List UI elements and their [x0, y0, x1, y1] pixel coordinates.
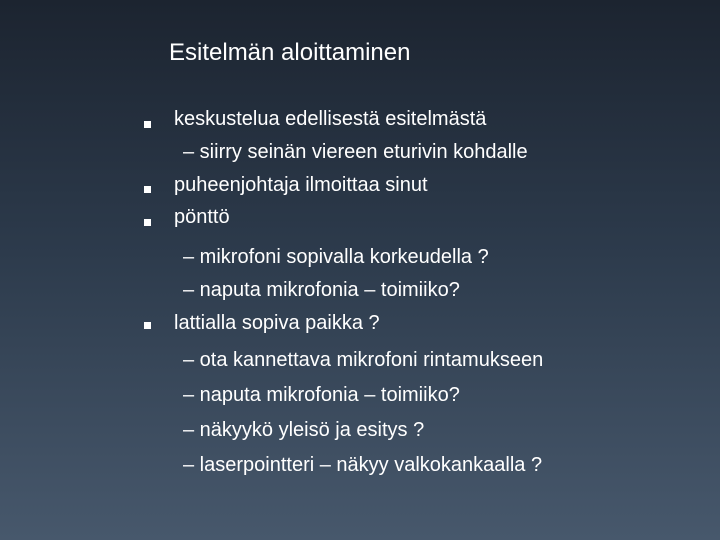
sub-bullet-item: – laserpointteri – näkyy valkokankaalla ? — [183, 454, 543, 476]
sub-bullet-item: – näkyykö yleisö ja esitys ? — [183, 419, 425, 441]
bullet-square-icon — [144, 186, 151, 193]
sub-bullet-item: – siirry seinän viereen eturivin kohdalle — [183, 141, 528, 163]
slide-title: Esitelmän aloittaminen — [169, 39, 411, 66]
sub-bullet-item: – ota kannettava mikrofoni rintamukseen — [183, 349, 544, 371]
bullet-item: keskustelua edellisestä esitelmästä — [174, 108, 487, 130]
bullet-item: lattialla sopiva paikka ? — [174, 312, 380, 334]
sub-bullet-item: – mikrofoni sopivalla korkeudella ? — [183, 246, 489, 268]
bullet-square-icon — [144, 219, 151, 226]
bullet-square-icon — [144, 121, 151, 128]
bullet-item: pönttö — [174, 206, 230, 228]
sub-bullet-item: – naputa mikrofonia – toimiiko? — [183, 279, 460, 301]
bullet-item: puheenjohtaja ilmoittaa sinut — [174, 174, 428, 196]
sub-bullet-item: – naputa mikrofonia – toimiiko? — [183, 384, 460, 406]
bullet-square-icon — [144, 322, 151, 329]
